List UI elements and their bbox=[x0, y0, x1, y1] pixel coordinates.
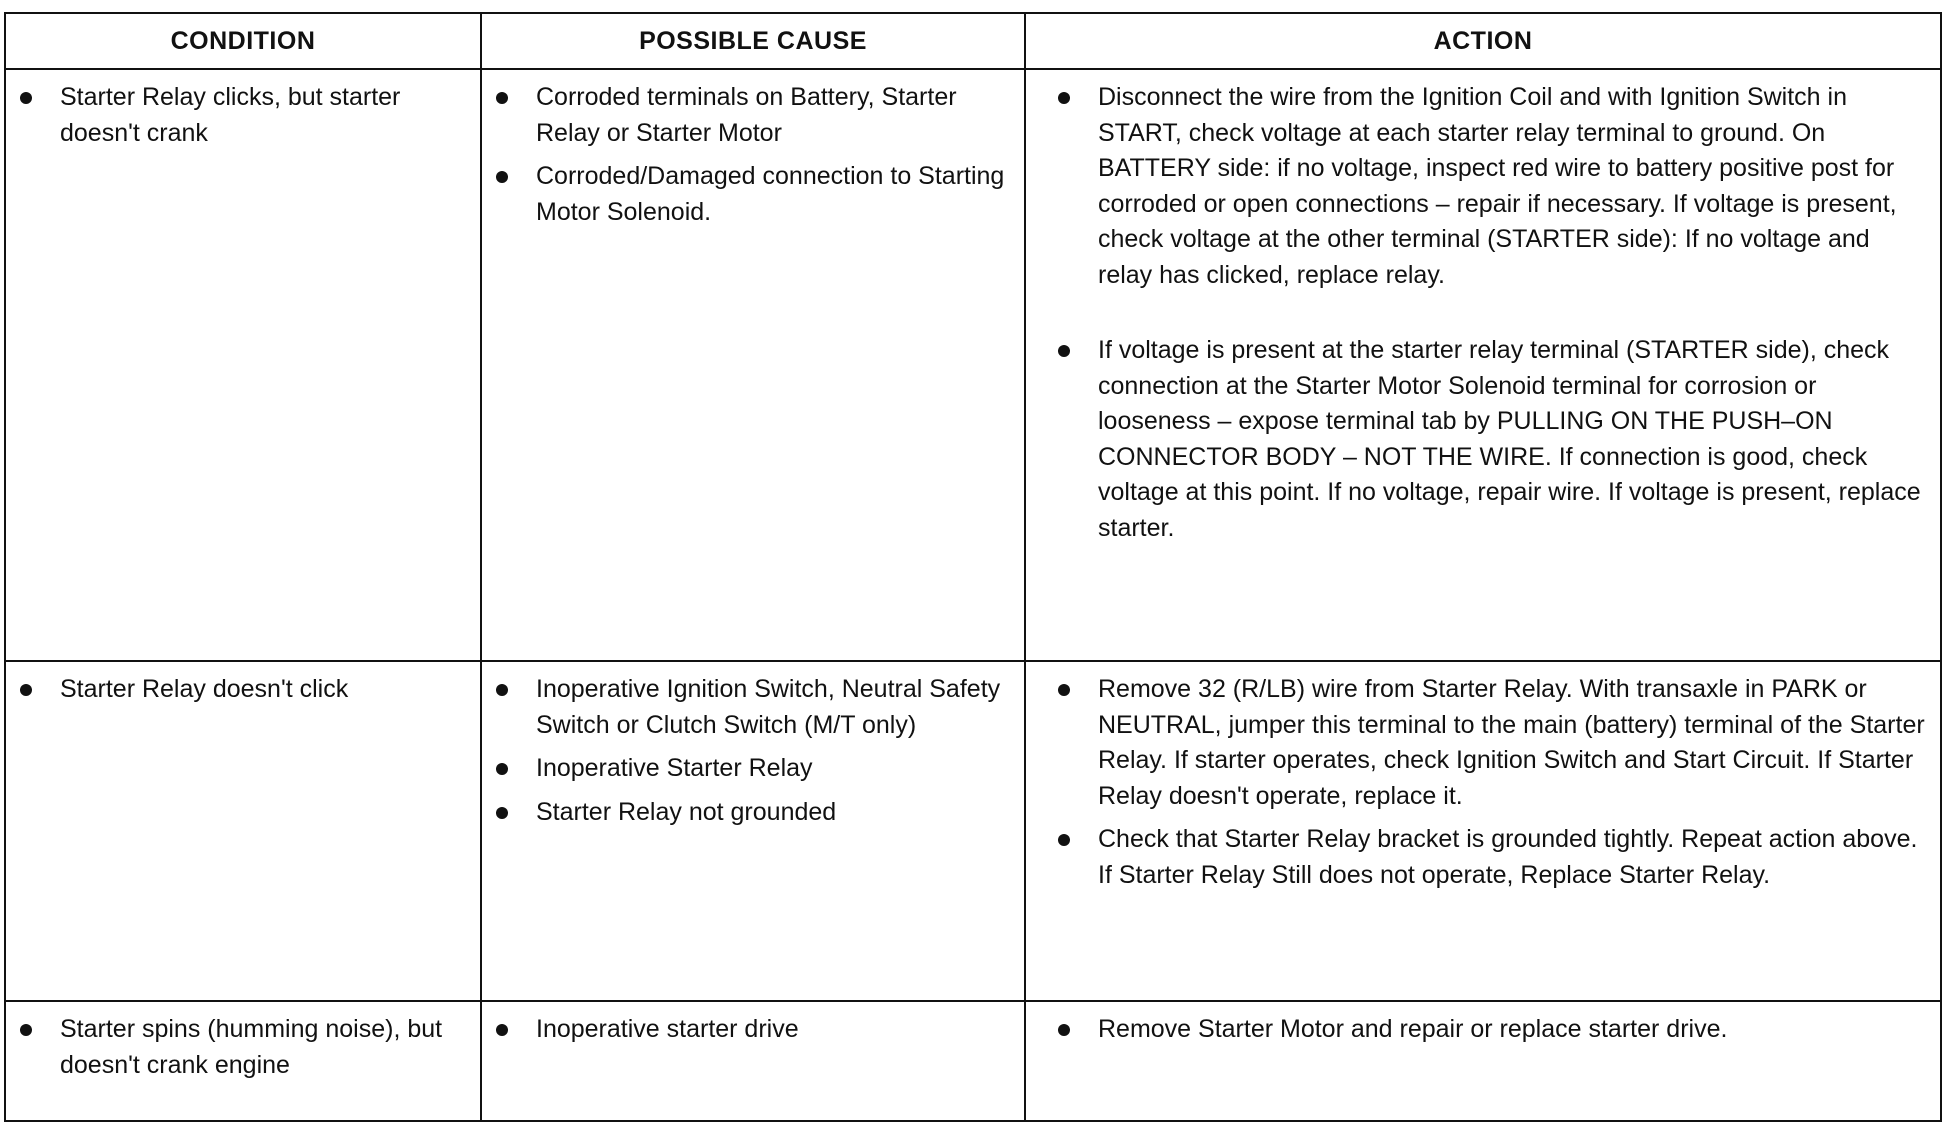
action-text: Remove 32 (R/LB) wire from Starter Relay. With transaxle in PARK or NEUTRAL, jumper this terminal to the main (battery) terminal of the Starter Relay. If starter operates, check Ignition Switch and Start Circuit. If Starter Relay doesn't operate, replace it. bbox=[1098, 675, 1925, 810]
bullet-icon bbox=[496, 171, 508, 183]
header-possible-cause: POSSIBLE CAUSE bbox=[481, 13, 1025, 69]
bullet-icon bbox=[496, 807, 508, 819]
list-item bbox=[1036, 80, 1928, 293]
bullet-icon bbox=[496, 92, 508, 104]
header-action: ACTION bbox=[1025, 13, 1941, 69]
condition-text: Starter Relay doesn't click bbox=[60, 675, 349, 703]
cause-cell bbox=[481, 1001, 1025, 1121]
bullet-icon bbox=[20, 1024, 32, 1036]
list-item bbox=[1036, 333, 1928, 546]
bullet-icon bbox=[1058, 834, 1070, 846]
cause-text: Inoperative Starter Relay bbox=[536, 754, 813, 782]
list-item bbox=[16, 80, 468, 151]
action-text: Disconnect the wire from the Ignition Coil and with Ignition Switch in START, check voltage at each starter relay terminal to ground. On BATTERY side: if no voltage, inspect red wire to battery positive post for corroded or open connections – repair if necessary. If voltage is present, check voltage at the other terminal (STARTER side): If no voltage and relay has clicked, replace relay. bbox=[1098, 83, 1897, 289]
list-item bbox=[492, 1012, 1012, 1048]
cause-cell bbox=[481, 661, 1025, 1001]
list-item bbox=[1036, 672, 1928, 814]
bullet-icon bbox=[1058, 1024, 1070, 1036]
list-item bbox=[1036, 822, 1928, 893]
cause-text: Corroded/Damaged connection to Starting Motor Solenoid. bbox=[536, 162, 1005, 226]
bullet-icon bbox=[20, 684, 32, 696]
condition-cell bbox=[5, 661, 481, 1001]
list-item bbox=[16, 1012, 468, 1083]
cause-cell bbox=[481, 69, 1025, 661]
cause-text: Corroded terminals on Battery, Starter Relay or Starter Motor bbox=[536, 83, 957, 147]
action-cell bbox=[1025, 69, 1941, 661]
condition-cell bbox=[5, 1001, 481, 1121]
cause-text: Starter Relay not grounded bbox=[536, 797, 837, 826]
bullet-icon bbox=[1058, 684, 1070, 696]
action-cell bbox=[1025, 1001, 1941, 1121]
table-row bbox=[5, 69, 1941, 661]
bullet-icon bbox=[20, 92, 32, 104]
list-item bbox=[1036, 1012, 1928, 1048]
condition-text: Starter Relay clicks, but starter doesn't crank bbox=[60, 83, 401, 147]
action-text: If voltage is present at the starter relay terminal (STARTER side), check connection at the Starter Motor Solenoid terminal for corrosion or looseness – expose terminal tab by PULLING ON THE PUSH–ON CONNECTOR BODY – NOT THE WIRE. If connection is good, check voltage at this point. If no voltage, repair wire. If voltage is present, replace starter. bbox=[1098, 336, 1921, 542]
table-row bbox=[5, 1001, 1941, 1121]
bullet-icon bbox=[1058, 92, 1070, 104]
list-item bbox=[16, 672, 468, 708]
cause-text: Inoperative starter drive bbox=[536, 1015, 799, 1043]
condition-text: Starter spins (humming noise), but doesn't crank engine bbox=[60, 1015, 443, 1079]
diagnosis-table bbox=[4, 12, 1942, 1122]
header-condition: CONDITION bbox=[5, 13, 481, 69]
bullet-icon bbox=[496, 684, 508, 696]
action-text: Remove Starter Motor and repair or replace starter drive. bbox=[1098, 1015, 1728, 1043]
list-item bbox=[492, 159, 1012, 230]
cause-text: Inoperative Ignition Switch, Neutral Safety Switch or Clutch Switch (M/T only) bbox=[536, 675, 1001, 739]
table-row bbox=[5, 661, 1941, 1001]
list-item bbox=[492, 751, 1012, 787]
action-cell bbox=[1025, 661, 1941, 1001]
list-item bbox=[492, 795, 1012, 831]
action-text: Check that Starter Relay bracket is grounded tightly. Repeat action above. If Starter Relay Still does not operate, Replace Starter Relay. bbox=[1098, 825, 1918, 889]
bullet-icon bbox=[496, 1024, 508, 1036]
header-row bbox=[5, 13, 1941, 69]
list-item bbox=[492, 672, 1012, 743]
condition-cell bbox=[5, 69, 481, 661]
bullet-icon bbox=[496, 763, 508, 775]
bullet-icon bbox=[1058, 345, 1070, 357]
list-item bbox=[492, 80, 1012, 151]
